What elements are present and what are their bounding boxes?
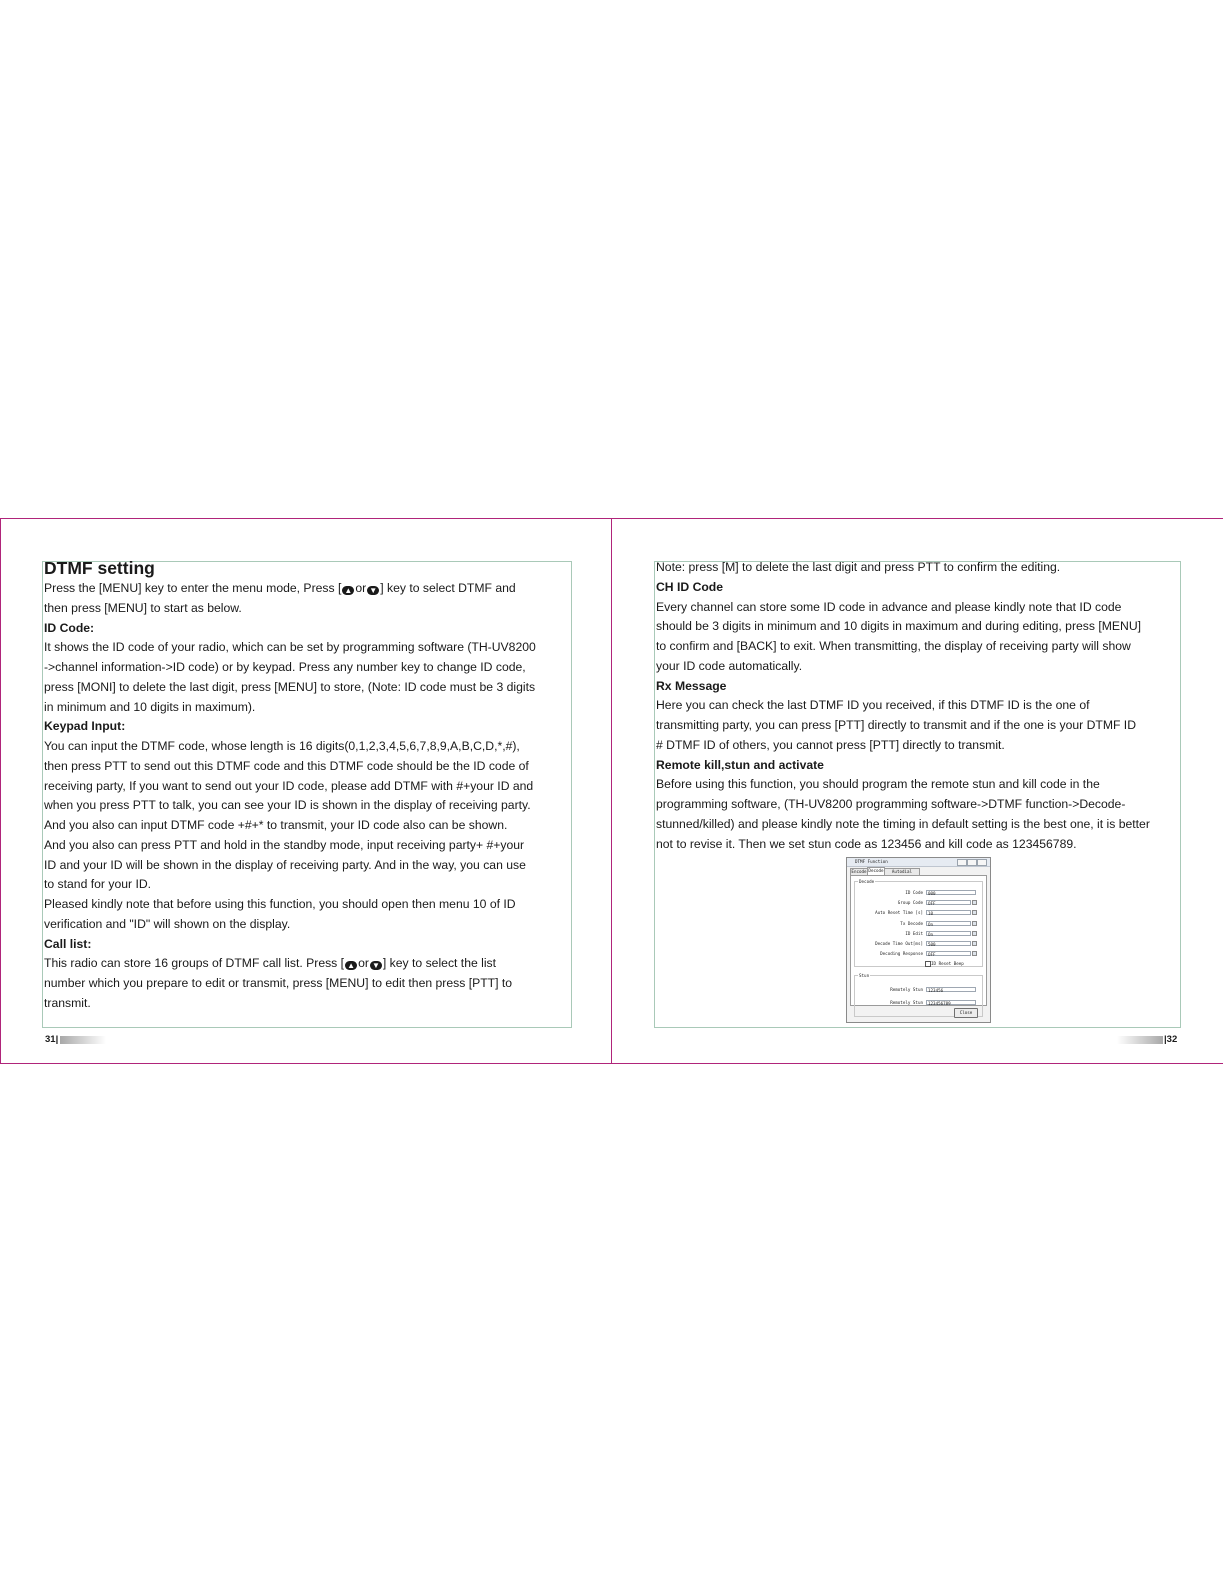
decode-row-field[interactable]: On — [926, 931, 971, 936]
decode-row-label: Tx Decode — [900, 920, 923, 926]
decode-row-label: ID Code — [905, 890, 923, 895]
dropdown-arrow-icon[interactable] — [972, 900, 977, 905]
section-heading-call-list: Call list: — [44, 936, 92, 951]
body-line: press [MONI] to delete the last digit, press [MENU] to store, (Note: ID code must be 3 digits — [44, 679, 536, 694]
page-number-text: 32 — [1166, 1034, 1178, 1045]
body-line: transmitting party, you can press [PTT] directly to transmit and if the one is your DTMF ID — [656, 718, 1136, 732]
dropdown-arrow-icon[interactable] — [972, 910, 977, 915]
close-button[interactable]: Close — [954, 1008, 978, 1018]
body-line: It shows the ID code of your radio, which can be set by programming software (TH-UV8200 — [44, 640, 536, 655]
body-line: Here you can check the last DTMF ID you received, if this DTMF ID is the one of — [656, 698, 1090, 713]
stun-row-field[interactable]: 123456789 — [926, 1000, 976, 1005]
body-line: ID and your ID will be shown in the display of receiving party. And in the way, you can use — [44, 857, 526, 872]
page-title: DTMF setting — [44, 558, 155, 578]
body-line: Pleased kindly note that before using this function, you should open then menu 10 of ID — [44, 897, 516, 911]
dropdown-arrow-icon[interactable] — [972, 951, 977, 956]
minimize-icon[interactable] — [957, 859, 967, 866]
id-reset-beep-label: ID Reset Beep — [931, 961, 964, 966]
dialog-title-bar — [847, 858, 990, 867]
body-line: when you press PTT to talk, you can see your ID is shown in the display of receiving party. — [44, 798, 531, 813]
dropdown-arrow-icon[interactable] — [972, 941, 977, 946]
body-line — [44, 954, 536, 974]
section-heading-ch-id-code: CH ID Code — [656, 579, 724, 594]
body-line: transmit. — [44, 995, 91, 1010]
stun-group-label: Stun — [859, 973, 870, 978]
body-line: You can input the DTMF code, whose length is 16 digits(0,1,2,3,4,5,6,7,8,9,A,B,C,D,*,#), — [44, 739, 520, 753]
decode-row-label: Decode Time Out[ms] — [875, 941, 923, 946]
body-line: then press PTT to send out this DTMF code and this DTMF code should be the ID code of — [44, 758, 529, 773]
page-number-left: 31| — [45, 1034, 59, 1045]
body-line: number which you prepare to edit or transmit, press [MENU] to edit then press [PTT] to — [44, 976, 513, 990]
note-line: Note: press [M] to delete the last digit and press PTT to confirm the editing. — [656, 560, 1061, 574]
section-heading-keypad-input: Keypad Input: — [44, 719, 126, 734]
decode-row-field[interactable]: 10 — [926, 910, 971, 915]
decode-row-label: ID Edit — [905, 930, 923, 936]
dropdown-arrow-icon[interactable] — [972, 921, 977, 926]
body-line: to confirm and [BACK] to exit. When transmitting, the display of receiving party will show — [656, 639, 1131, 653]
body-line: verification and "ID" will shown on the display. — [44, 916, 291, 931]
text: ] key to select DTMF and — [380, 581, 516, 595]
body-line: your ID code automatically. — [656, 658, 803, 673]
body-line: And you also can input DTMF code +#+* to transmit, your ID code also can be shown. — [44, 818, 508, 832]
up-key-icon: ▲ — [345, 961, 357, 970]
text: or — [358, 956, 369, 971]
page-number-text: 31 — [45, 1034, 56, 1045]
right-page-text — [656, 558, 1150, 854]
body-line: Before using this function, you should program the remote stun and kill code in the — [656, 777, 1100, 792]
decode-row-field[interactable]: OFF — [926, 951, 971, 956]
body-line: not to revise it. Then we set stun code as 123456 and kill code as 123456789. — [656, 836, 1077, 851]
decode-row-field[interactable]: 500 — [926, 941, 971, 946]
page-bar-left — [60, 1036, 106, 1044]
down-key-icon: ▼ — [370, 961, 382, 970]
body-line: programming software, (TH-UV8200 programming software->DTMF function->Decode- — [656, 797, 1126, 811]
section-heading-id-code: ID Code: — [44, 620, 95, 635]
page-bar-right — [1117, 1036, 1163, 1044]
stun-row-label: Remotely Stun — [890, 987, 923, 992]
up-key-icon: ▲ — [342, 586, 354, 595]
intro-line: then press [MENU] to start as below. — [44, 600, 242, 615]
stun-row-label: Remotely Stun — [890, 1000, 923, 1005]
body-line: And you also can press PTT and hold in the standby mode, input receiving party+ #+your — [44, 837, 525, 852]
down-key-icon: ▼ — [367, 586, 379, 595]
stun-row-field[interactable]: 123456 — [926, 987, 976, 992]
text: or — [355, 581, 367, 595]
tab-encode[interactable]: Encode — [851, 869, 867, 874]
dialog-title: DTMF Function — [855, 859, 888, 864]
decode-row-label: Group Code — [897, 900, 923, 906]
tab-autodial-memory[interactable]: Autodial — [884, 868, 920, 876]
decode-row-field[interactable]: OFF — [926, 900, 971, 905]
decode-row-field[interactable]: On — [926, 921, 971, 926]
body-line: # DTMF ID of others, you cannot press [PTT] directly to transmit. — [656, 737, 1005, 752]
text: This radio can store 16 groups of DTMF call list. Press [ — [44, 956, 345, 971]
text: ] key to select the list — [382, 956, 497, 971]
close-icon[interactable] — [977, 859, 987, 866]
body-line: should be 3 digits in minimum and 10 digits in maximum and during editing, press [MENU] — [656, 619, 1142, 634]
decode-row-label: Auto Reset Time [s] — [875, 910, 923, 916]
center-fold — [611, 518, 612, 1064]
intro-line — [44, 579, 536, 599]
decode-row-label: Decoding Response — [880, 951, 923, 957]
booklet-spread — [0, 518, 1223, 1065]
dialog-panel — [850, 875, 987, 1006]
section-heading-remote-kill: Remote kill,stun and activate — [656, 757, 824, 772]
dtmf-function-dialog — [846, 857, 991, 1023]
maximize-icon[interactable] — [967, 859, 977, 866]
body-line: receiving party, If you want to send out your ID code, please add DTMF with #+your ID and — [44, 778, 534, 793]
text: Press the [MENU] key to enter the menu mode, Press [ — [44, 581, 342, 595]
decode-row-field[interactable]: 000 — [926, 890, 976, 895]
body-line: Every channel can store some ID code in advance and please kindly note that ID code — [656, 599, 1122, 614]
decode-group-label: Decode — [859, 879, 875, 884]
dropdown-arrow-icon[interactable] — [972, 931, 977, 936]
left-page-text — [44, 557, 536, 1014]
page-number-right: |32 — [1164, 1034, 1178, 1045]
body-line: in minimum and 10 digits in maximum). — [44, 699, 256, 714]
body-line: stunned/killed) and please kindly note the timing in default setting is the best one, it is better — [656, 816, 1150, 831]
tab-decode[interactable]: Decode — [867, 867, 885, 876]
body-line: ->channel information->ID code) or by keypad. Press any number key to change ID code, — [44, 660, 526, 674]
body-line: to stand for your ID. — [44, 877, 152, 892]
section-heading-rx-message: Rx Message — [656, 678, 727, 693]
